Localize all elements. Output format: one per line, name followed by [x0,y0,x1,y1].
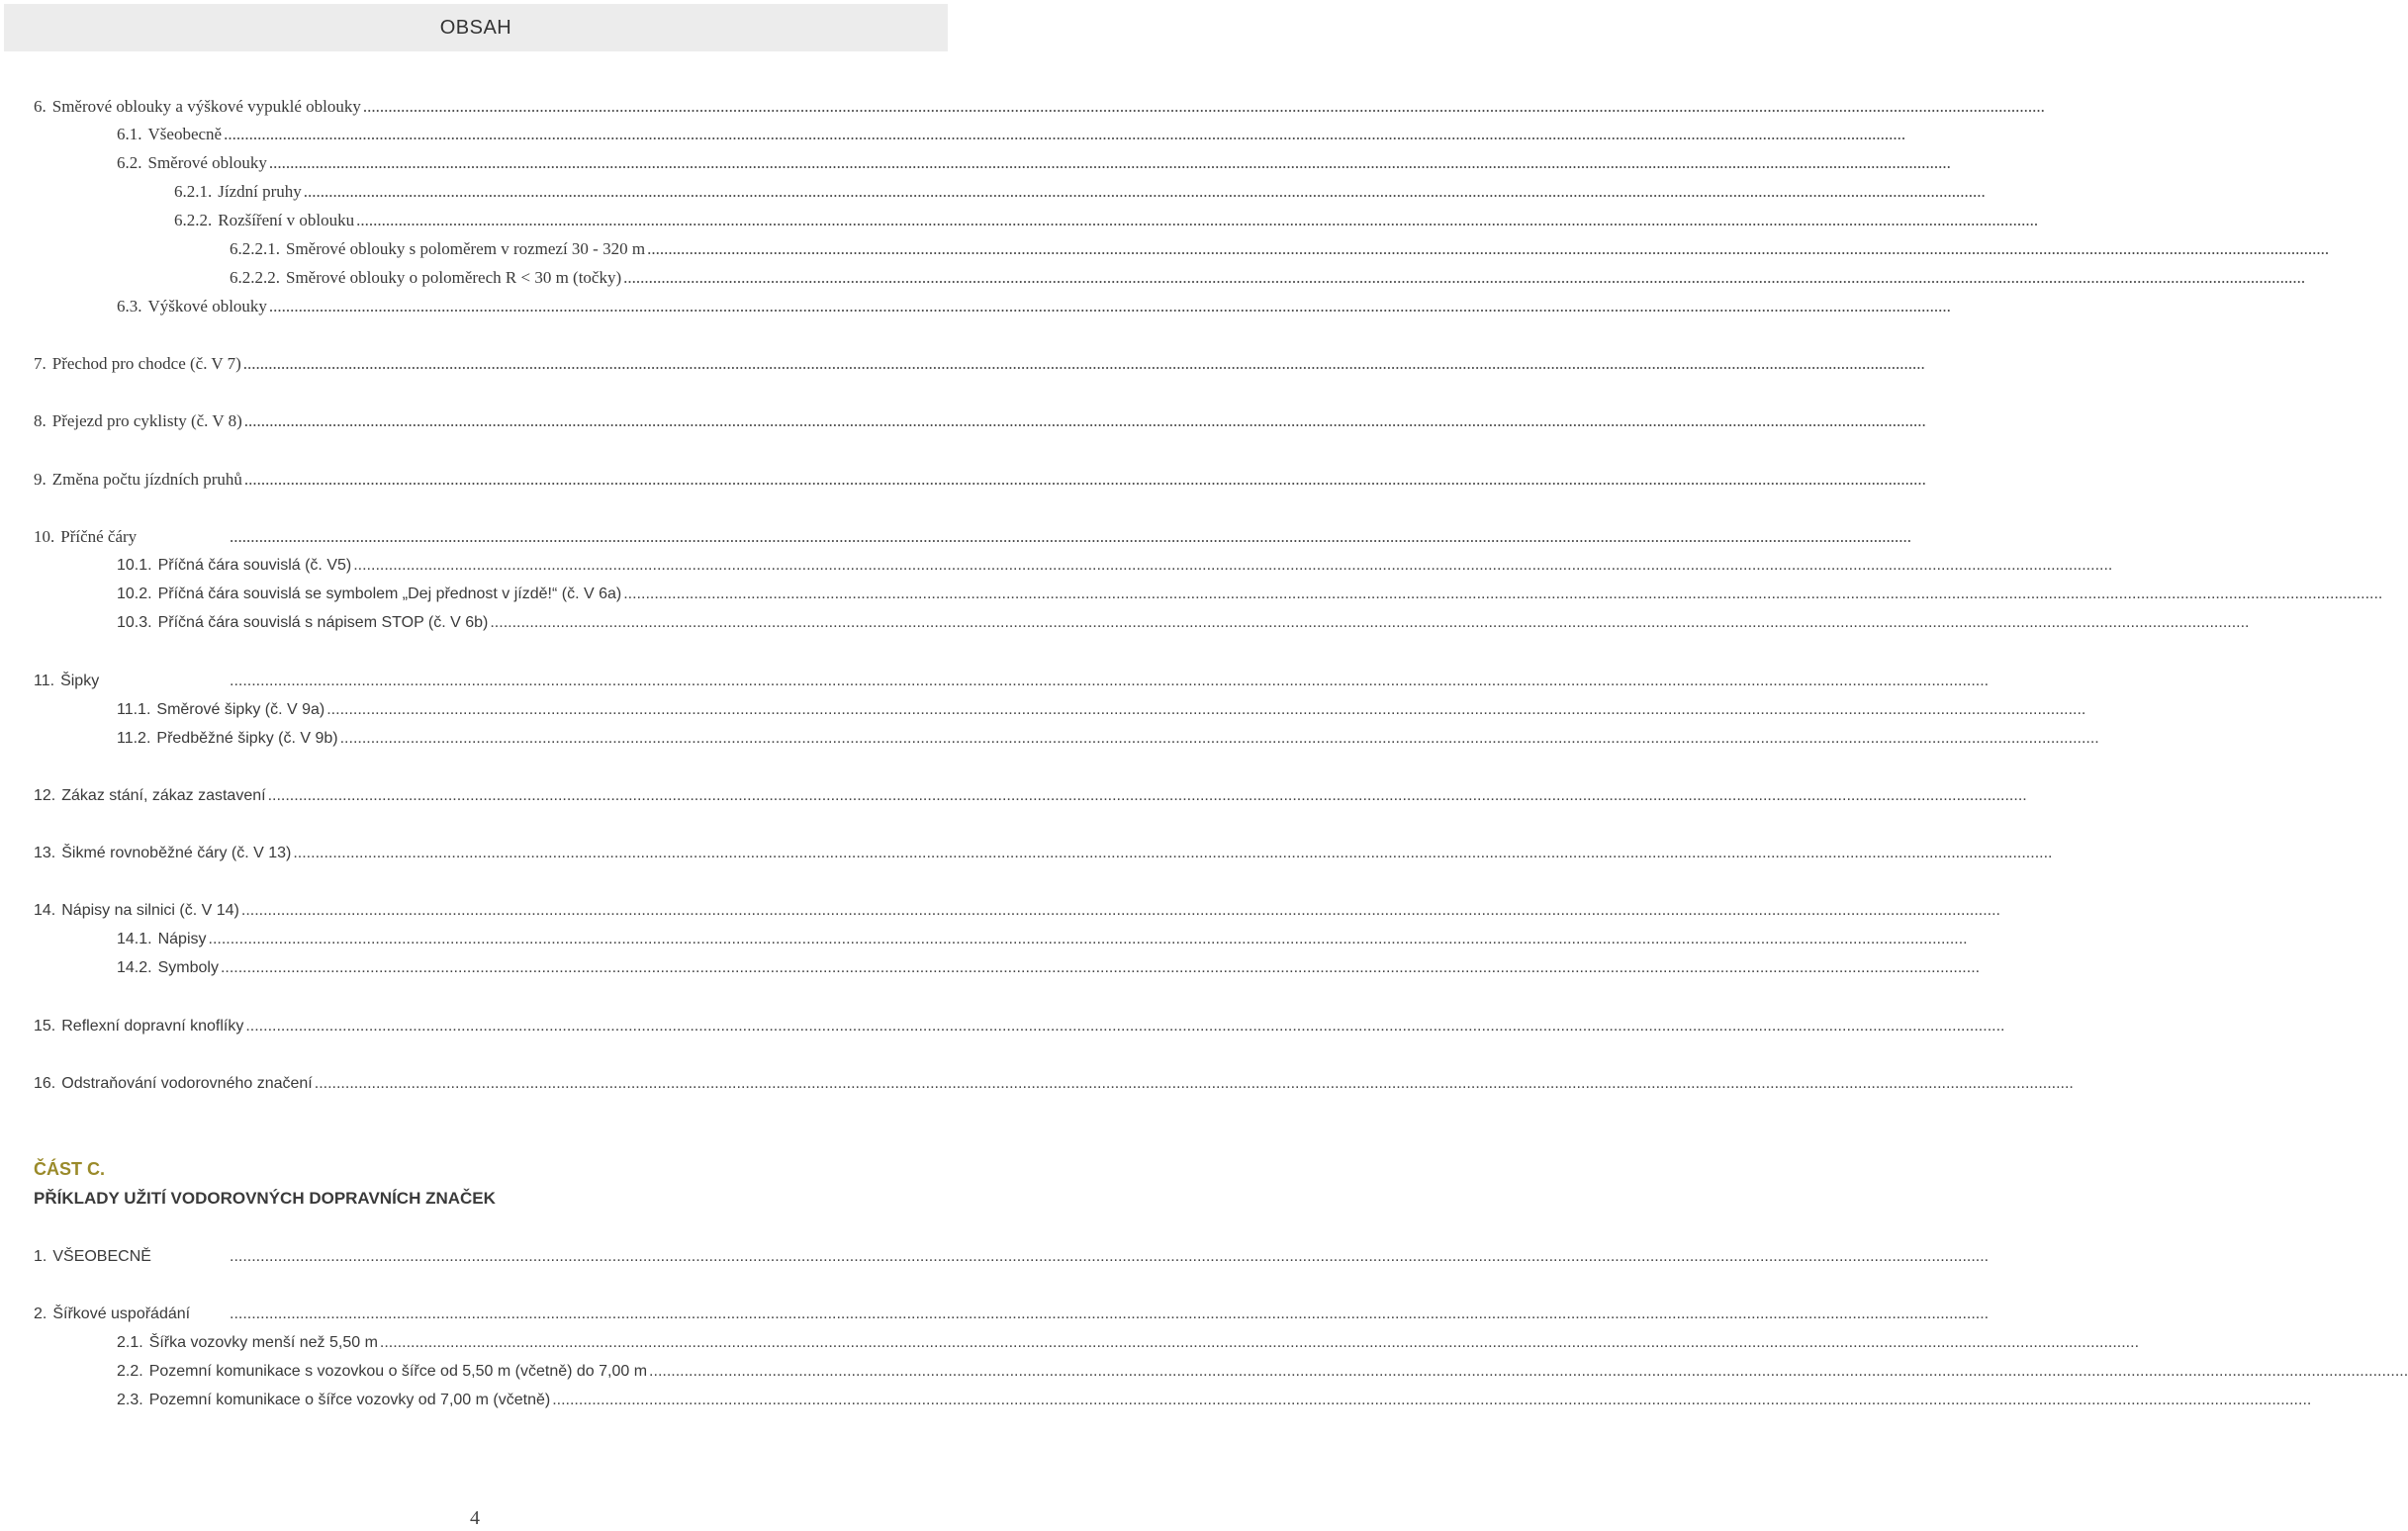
toc-entry [117,151,267,175]
toc-dot-leader: ................................................................................................................................................................................................................................................................................................................................................................................................................ [362,97,2045,116]
part-title: PŘÍKLADY UŽITÍ VODOROVNÝCH DOPRAVNÍCH ZNAČEK [34,1189,496,1208]
toc-entry [117,1360,647,1384]
toc-dot-leader: ................................................................................................................................................................................................................................................................................................................................................................................................................ [208,931,1968,947]
toc-entry-number: 2.3. [117,1392,143,1408]
toc-entry-title: Směrové oblouky s poloměrem v rozmezí 30 - 320 m [286,239,646,258]
toc-dot-leader: ................................................................................................................................................................................................................................................................................................................................................................................................................ [649,1363,2408,1380]
toc-entry-number: 12. [34,787,56,804]
toc-entry-number: 10.3. [117,614,152,631]
toc-dot-leader: ................................................................................................................................................................................................................................................................................................................................................................................................................ [245,1018,2005,1035]
toc-dot-leader: ................................................................................................................................................................................................................................................................................................................................................................................................................ [623,268,2306,287]
toc-entry [34,899,239,923]
toc-dot-leader: ................................................................................................................................................................................................................................................................................................................................................................................................................ [240,902,2000,919]
toc-entry-number: 6.2. [117,153,142,172]
toc-entry-title: Nápisy na silnici (č. V 14) [61,902,239,919]
toc-dot-leader: ................................................................................................................................................................................................................................................................................................................................................................................................................ [267,787,2027,804]
toc-entry-title: Předběžné šipky (č. V 9b) [156,730,338,747]
toc-dot-leader: ................................................................................................................................................................................................................................................................................................................................................................................................................ [326,701,2086,718]
toc-entry-title: Šipky [60,673,100,689]
toc-dot-leader: ................................................................................................................................................................................................................................................................................................................................................................................................................ [303,182,1986,201]
toc-dot-leader: ................................................................................................................................................................................................................................................................................................................................................................................................................ [647,239,2330,258]
toc-dot-leader: ................................................................................................................................................................................................................................................................................................................................................................................................................ [243,411,1926,430]
toc-entry-number: 10.1. [117,557,152,574]
toc-entry-title: Směrové šipky (č. V 9a) [156,701,325,718]
toc-entry-title: Pozemní komunikace s vozovkou o šířce od 5,50 m (včetně) do 7,00 m [148,1363,648,1380]
toc-entry-number: 14.1. [117,931,152,947]
toc-entry-title: Rozšíření v oblouku [218,211,355,229]
toc-entry [117,123,222,146]
toc-entry-number: 2.1. [117,1334,143,1351]
toc-entry-title: Přechod pro chodce (č. V 7) [51,354,241,373]
toc-entry [117,583,621,606]
toc-entry [34,670,99,693]
toc-entry-number: 16. [34,1075,56,1092]
toc-dot-leader: ................................................................................................................................................................................................................................................................................................................................................................................................................ [224,125,1906,143]
toc-dot-leader: ................................................................................................................................................................................................................................................................................................................................................................................................................ [552,1392,2312,1408]
toc-entry-title: Příčná čára souvislá se symbolem „Dej přednost v jízdě!“ (č. V 6a) [157,585,622,602]
toc-entry [34,1015,243,1038]
page-header [4,4,948,51]
toc-entry [174,180,302,204]
toc-entry-number: 11. [34,673,55,689]
toc-entry [34,352,241,376]
toc-dot-leader: ................................................................................................................................................................................................................................................................................................................................................................................................................ [623,585,2383,602]
toc-entry-number: 10.2. [117,585,152,602]
toc-entry [174,209,354,232]
toc-entry [117,611,488,635]
toc-entry-title: Jízdní pruhy [218,182,302,201]
toc-entry-title: Příčná čára souvislá s nápisem STOP (č. V 6b) [157,614,489,631]
toc-dot-leader: ................................................................................................................................................................................................................................................................................................................................................................................................................ [230,673,1990,689]
toc-dot-leader: ................................................................................................................................................................................................................................................................................................................................................................................................................ [268,297,1951,315]
toc-entry-title: Směrové oblouky o poloměrech R < 30 m (točky) [286,268,622,287]
toc-entry-title: VŠEOBECNĚ [52,1248,151,1265]
toc-entry-title: Směrové oblouky [147,153,267,172]
toc-entry-title: Pozemní komunikace o šířce vozovky od 7,00 m (včetně) [148,1392,551,1408]
toc-entry-title: Směrové oblouky a výškové vypuklé oblouky [51,97,361,116]
toc-entry [117,698,324,722]
toc-entry-title: Příčné čáry [60,527,138,546]
toc-entry-title: Všeobecně [147,125,223,143]
toc-entry-number: 6. [34,97,46,116]
toc-entry [34,468,242,492]
toc-dot-leader: ................................................................................................................................................................................................................................................................................................................................................................................................................ [356,211,2039,229]
toc-entry-number: 7. [34,354,46,373]
toc-entry [34,784,266,808]
toc-entry-number: 1. [34,1248,47,1265]
toc-entry-number: 6.1. [117,125,142,143]
toc-entry-title: Šířka vozovky menší než 5,50 m [148,1334,378,1351]
toc-entry [230,237,645,261]
toc-entry [117,956,219,980]
toc-entry [34,842,291,865]
toc-entry [117,1331,378,1355]
toc-entry-number: 14. [34,902,56,919]
toc-entry [117,554,351,578]
toc-entry-number: 2. [34,1306,47,1322]
toc-entry-title: Reflexní dopravní knoflíky [61,1018,244,1035]
toc-dot-leader: ................................................................................................................................................................................................................................................................................................................................................................................................................ [339,730,2099,747]
toc-entry-title: Odstraňování vodorovného značení [61,1075,313,1092]
toc-entry-number: 11.2. [117,730,151,747]
toc-entry-title: Nápisy [157,931,207,947]
toc-entry [117,928,207,951]
toc-dot-leader: ................................................................................................................................................................................................................................................................................................................................................................................................................ [379,1334,2140,1351]
toc-entry-number: 15. [34,1018,56,1035]
toc-entry-number: 6.2.2. [174,211,213,229]
page-header-title: OBSAH [439,16,512,39]
toc-entry-number: 14.2. [117,959,152,976]
toc-entry-number: 8. [34,411,46,430]
toc-dot-leader: ................................................................................................................................................................................................................................................................................................................................................................................................................ [293,845,2053,861]
toc-entry [34,1072,313,1096]
toc-entry-title: Šířkové uspořádání [52,1306,191,1322]
toc-entry-number: 6.2.1. [174,182,213,201]
toc-entry [34,95,361,119]
toc-dot-leader: ................................................................................................................................................................................................................................................................................................................................................................................................................ [268,153,1951,172]
toc-dot-leader: ................................................................................................................................................................................................................................................................................................................................................................................................................ [230,527,1911,546]
toc-dot-leader: ................................................................................................................................................................................................................................................................................................................................................................................................................ [230,1248,1990,1265]
toc-entry [230,266,621,290]
toc-entry-title: Přejezd pro cyklisty (č. V 8) [51,411,242,430]
toc-entry-number: 6.2.2.1. [230,239,280,258]
toc-entry [34,1303,190,1326]
toc-entry-title: Zákaz stání, zákaz zastavení [61,787,266,804]
toc-dot-leader: ................................................................................................................................................................................................................................................................................................................................................................................................................ [243,470,1926,489]
toc-entry-number: 10. [34,527,55,546]
toc-entry [117,727,338,751]
toc-entry [34,409,242,433]
toc-dot-leader: ................................................................................................................................................................................................................................................................................................................................................................................................................ [230,1306,1990,1322]
toc-entry-title: Symboly [157,959,219,976]
toc-entry [117,295,267,318]
toc-dot-leader: ................................................................................................................................................................................................................................................................................................................................................................................................................ [220,959,1981,976]
toc-dot-leader: ................................................................................................................................................................................................................................................................................................................................................................................................................ [314,1075,2074,1092]
toc-entry [34,525,137,549]
toc-dot-leader: ................................................................................................................................................................................................................................................................................................................................................................................................................ [353,557,2113,574]
toc-entry-title: Šikmé rovnoběžné čáry (č. V 13) [61,845,292,861]
toc-entry [117,1389,550,1412]
toc-entry-number: 9. [34,470,46,489]
toc-entry-title: Příčná čára souvislá (č. V5) [157,557,352,574]
toc-entry-number: 6.2.2.2. [230,268,280,287]
toc-entry-number: 2.2. [117,1363,143,1380]
toc-entry-number: 6.3. [117,297,142,315]
page-number: 4 [470,1507,480,1529]
toc-dot-leader: ................................................................................................................................................................................................................................................................................................................................................................................................................ [490,614,2250,631]
toc-entry-number: 13. [34,845,56,861]
toc-dot-leader: ................................................................................................................................................................................................................................................................................................................................................................................................................ [242,354,1925,373]
toc-entry-title: Výškové oblouky [147,297,267,315]
toc-entry-number: 11.1. [117,701,151,718]
part-label: ČÁST C. [34,1159,105,1179]
toc-entry-title: Změna počtu jízdních pruhů [51,470,242,489]
toc-entry [34,1245,151,1269]
